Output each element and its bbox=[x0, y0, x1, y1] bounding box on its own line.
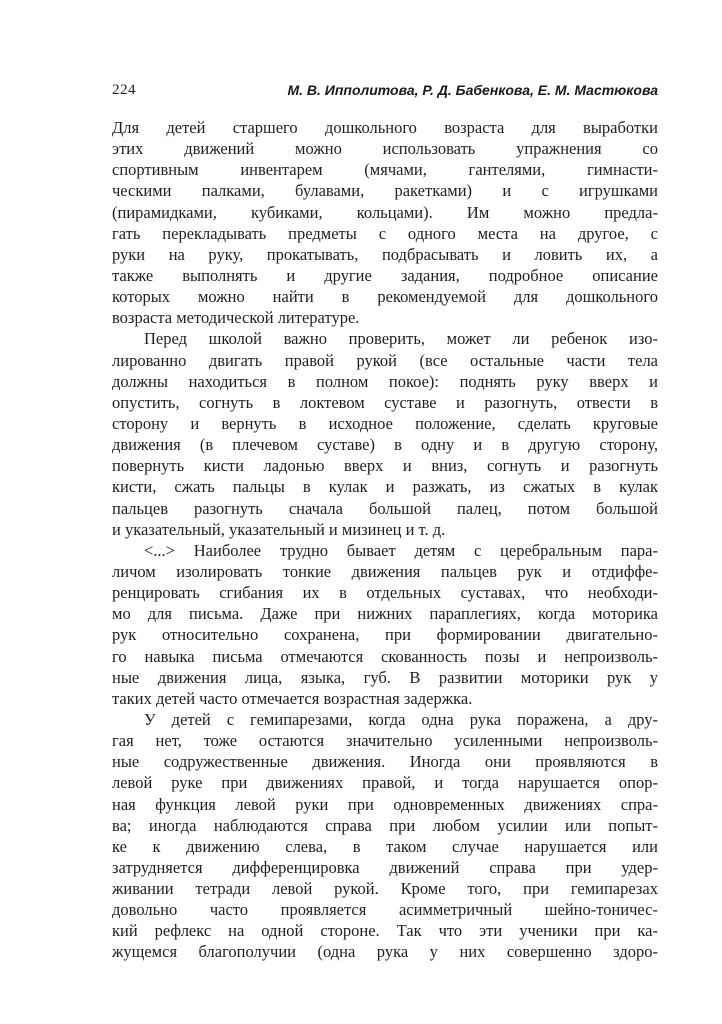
text-line: живании тетради левой рукой. Кроме того, при гемипарезах bbox=[112, 879, 658, 899]
text-line: повернуть кисти ладонью вверх и вниз, согнуть и разогнуть bbox=[112, 456, 658, 476]
text-line: довольно часто проявляется асимметричный шейно-тоничес- bbox=[112, 900, 658, 920]
paragraph-start-line: У детей с гемипарезами, когда одна рука поражена, а дру- bbox=[144, 709, 658, 729]
text-line: движения (в плечевом суставе) в одну и в другую сторону, bbox=[112, 435, 658, 455]
text-line: спортивным инвентарем (мячами, гантелями, гимнасти- bbox=[112, 160, 658, 180]
running-head-authors: М. В. Ипполитова, Р. Д. Бабенкова, Е. М. Мастюкова bbox=[287, 82, 658, 98]
text-line: левой руке при движениях правой, и тогда нарушается опор- bbox=[112, 773, 658, 793]
text-line: лированно двигать правой рукой (все остальные части тела bbox=[112, 350, 658, 370]
page-number: 224 bbox=[112, 82, 136, 98]
text-line: гая нет, тоже остаются значительно усиленными непроизволь- bbox=[112, 731, 658, 751]
text-line: руки на руку, прокатывать, подбрасывать и ловить их, а bbox=[112, 244, 658, 264]
text-line: ные содружественные движения. Иногда они проявляются в bbox=[112, 752, 658, 772]
text-line: ная функция левой руки при одновременных движениях спра- bbox=[112, 794, 658, 814]
text-line: таких детей часто отмечается возрастная задержка. bbox=[112, 688, 473, 708]
text-line: ва; иногда наблюдаются справа при любом усилии или попыт- bbox=[112, 815, 658, 835]
text-line: кий рефлекс на одной стороне. Так что эти ученики при ка- bbox=[112, 921, 658, 941]
text-line: опустить, согнуть в локтевом суставе и разогнуть, отвести в bbox=[112, 392, 658, 412]
text-line: рук относительно сохранена, при формировании двигательно- bbox=[112, 625, 658, 645]
text-line: (пирамидками, кубиками, кольцами). Им можно предла- bbox=[112, 202, 658, 222]
text-line: ренцировать сгибания их в отдельных суставах, что необходи- bbox=[112, 583, 658, 603]
paragraph-start-line: Перед школой важно проверить, может ли ребенок изо- bbox=[144, 329, 658, 349]
text-line: пальцев разогнуть сначала большой палец, потом большой bbox=[112, 498, 658, 518]
text-line: ческими палками, булавами, ракетками) и с игрушками bbox=[112, 181, 658, 201]
text-line: ные движения лица, языка, губ. В развитии моторики рук у bbox=[112, 667, 658, 687]
text-line: гать перекладывать предметы с одного места на другое, с bbox=[112, 223, 658, 243]
text-line: также выполнять и другие задания, подробное описание bbox=[112, 265, 658, 285]
text-line: жущемся благополучии (одна рука у них совершенно здоро- bbox=[112, 942, 658, 962]
body-text bbox=[112, 117, 658, 963]
text-line: Для детей старшего дошкольного возраста для выработки bbox=[112, 118, 658, 137]
paragraph-start-line: <...> Наиболее трудно бывает детям с церебральным пара- bbox=[144, 540, 658, 560]
text-line: затрудняется дифференцировка движений справа при удер- bbox=[112, 857, 658, 877]
text-line: сторону и вернуть в исходное положение, сделать круговые bbox=[112, 413, 658, 433]
text-line: этих движений можно использовать упражнения со bbox=[112, 139, 658, 159]
text-line: го навыка письма отмечаются скованность позы и непроизволь- bbox=[112, 646, 658, 666]
text-line: и указательный, указательный и мизинец и т. д. bbox=[112, 519, 446, 539]
text-line: личом изолировать тонкие движения пальцев рук и отдиффе- bbox=[112, 561, 658, 581]
text-line: возраста методической литературе. bbox=[112, 308, 360, 328]
text-line: мо для письма. Даже при нижних параплегиях, когда моторика bbox=[112, 604, 658, 624]
text-line: ке к движению слева, в таком случае нарушается или bbox=[112, 836, 658, 856]
text-line: кисти, сжать пальцы в кулак и разжать, из сжатых в кулак bbox=[112, 477, 658, 497]
text-line: должны находиться в полном покое): поднять руку вверх и bbox=[112, 371, 658, 391]
running-head bbox=[112, 82, 658, 102]
text-line: которых можно найти в рекомендуемой для дошкольного bbox=[112, 287, 658, 307]
